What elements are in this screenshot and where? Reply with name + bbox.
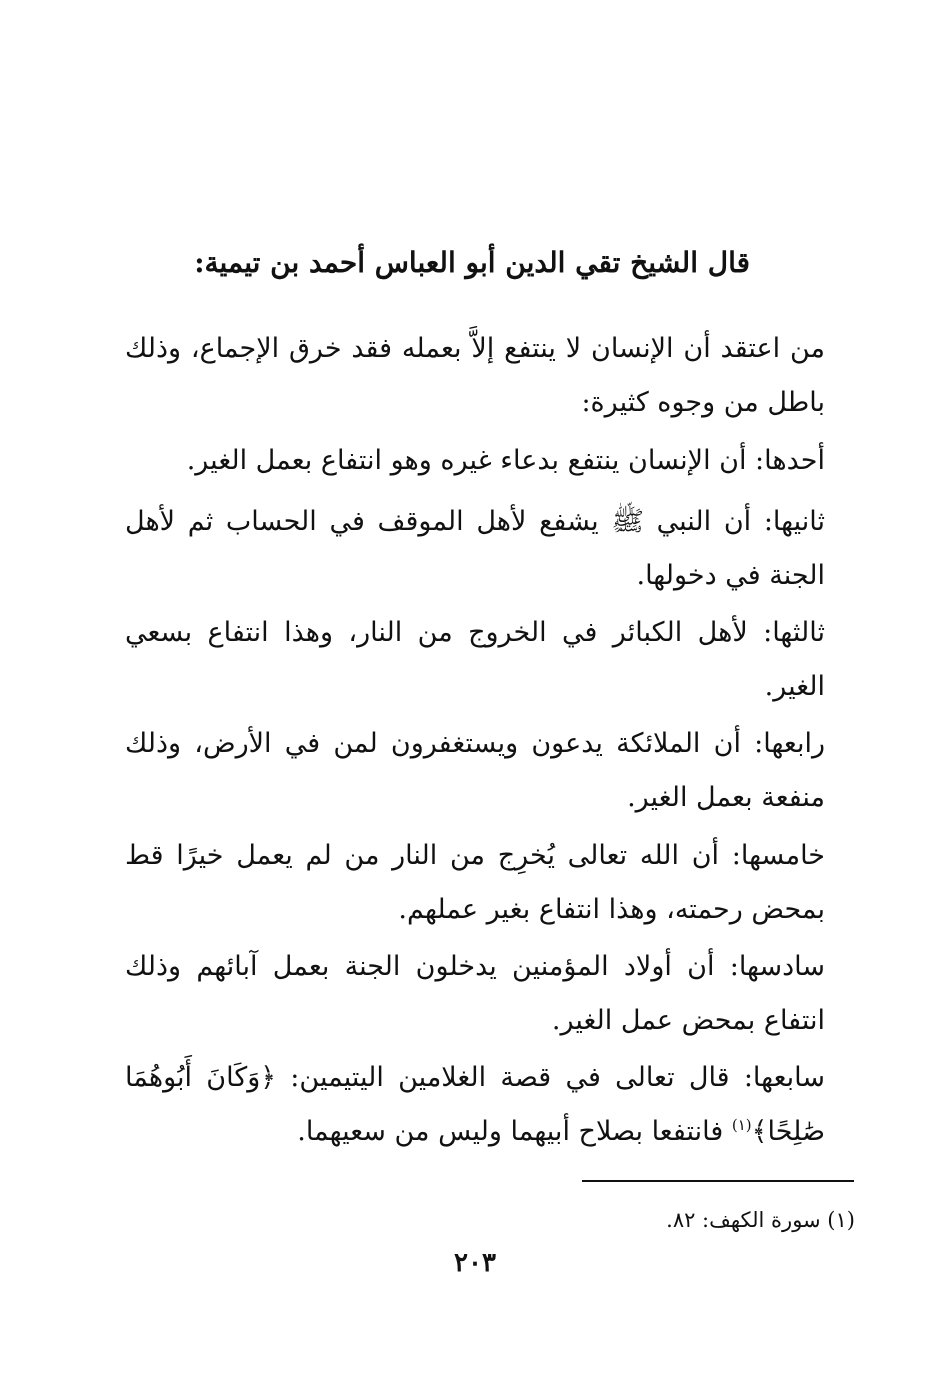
paragraph-point-7-text: سابعها: قال تعالى في قصة الغلامين اليتيمين: ﴿وَكَانَ أَبُوهُمَا صَٰلِحًا﴾ [125, 1062, 825, 1147]
paragraph-point-2: ثانيها: أن النبي ﷺ يشفع لأهل الموقف في الحساب ثم لأهل الجنة في دخولها. [125, 506, 825, 591]
page-number: ٢٠٣ [454, 1248, 496, 1278]
paragraph-point-4: رابعها: أن الملائكة يدعون ويستغفرون لمن في الأرض، وذلك منفعة بعمل الغير. [125, 728, 825, 813]
paragraph-point-6: سادسها: أن أولاد المؤمنين يدخلون الجنة بعمل آبائهم وذلك انتفاع بمحض عمل الغير. [125, 951, 825, 1036]
body-text-point-1 [125, 434, 825, 488]
section-heading: قال الشيخ تقي الدين أبو العباس أحمد بن تيمية: [194, 246, 750, 279]
paragraph-point-5: خامسها: أن الله تعالى يُخرِج من النار من لم يعمل خيرًا قط بمحض رحمته، وهذا انتفاع بغير عملهم. [125, 840, 825, 925]
paragraph-point-7-continuation: فانتفعا بصلاح أبيهما وليس من سعيهما. [297, 1116, 732, 1147]
paragraph-point-1: أحدها: أن الإنسان ينتفع بدعاء غيره وهو انتفاع بعمل الغير. [186, 445, 825, 476]
footnote: (١) سورة الكهف: ٨٢. [666, 1208, 855, 1232]
body-text-point-2 [125, 495, 825, 603]
body-text-point-3 [125, 606, 825, 714]
body-text-point-5 [125, 829, 825, 937]
body-text-point-7 [125, 1051, 825, 1159]
footnote-divider [582, 1180, 854, 1182]
body-text [125, 322, 825, 434]
paragraph-point-7 [125, 1051, 825, 1159]
paragraph-point-3: ثالثها: لأهل الكبائر في الخروج من النار، وهذا انتفاع بسعي الغير. [125, 617, 825, 702]
paragraph-intro: من اعتقد أن الإنسان لا ينتفع إلاَّ بعمله فقد خرق الإجماع، وذلك باطل من وجوه كثيرة: [125, 333, 825, 418]
body-text-point-4 [125, 717, 825, 825]
footnote-reference[interactable]: (١) [731, 1116, 752, 1134]
body-text-point-6 [125, 940, 825, 1048]
